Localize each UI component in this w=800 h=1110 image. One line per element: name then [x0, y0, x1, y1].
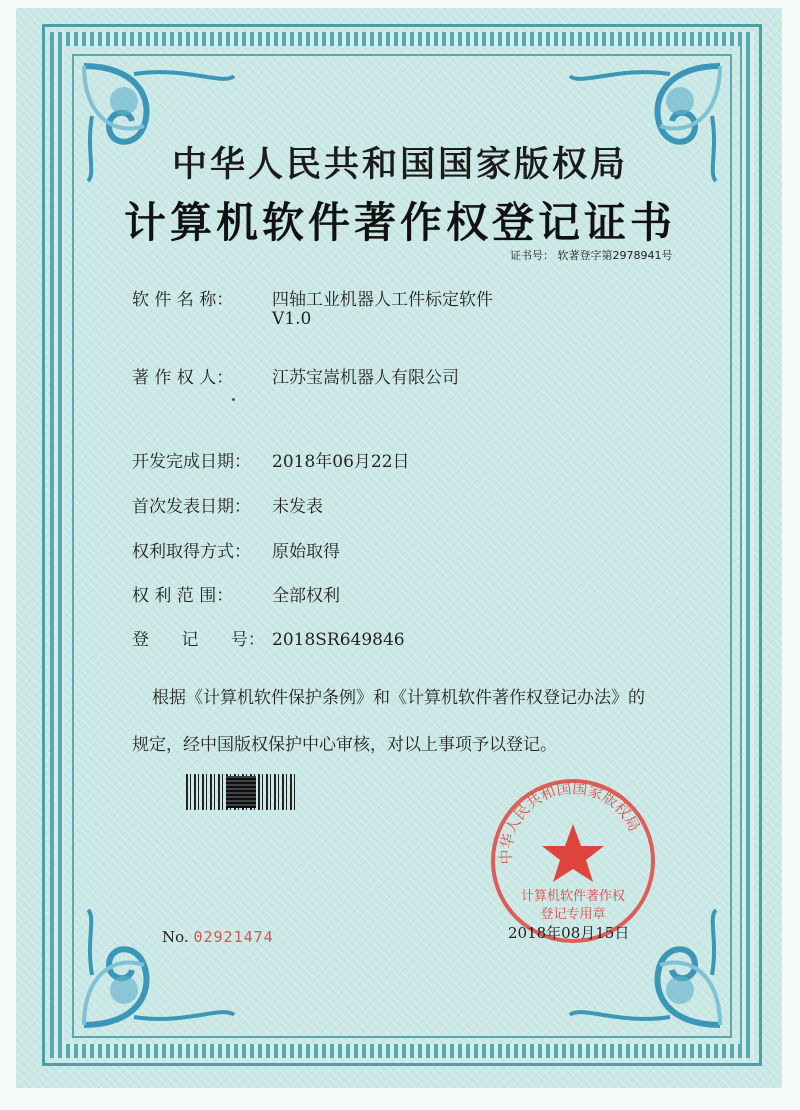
barcode [186, 774, 298, 810]
field-label: 权利取得方式： [132, 542, 251, 562]
field-registration-number [132, 625, 405, 650]
seal-inner-line-2: 登记专用章 [540, 907, 606, 922]
issue-date: 2018年08月15日 [508, 924, 630, 942]
serial-value: 02921474 [193, 928, 274, 946]
field-label: 开发完成日期： [132, 452, 251, 472]
field-value: 全部权利 [272, 586, 340, 606]
certificate-number [510, 247, 673, 263]
serial-number [162, 928, 274, 946]
certificate-title: 计算机软件著作权登记证书 [123, 198, 676, 247]
field-value: 四轴工业机器人工件标定软件 [272, 290, 493, 310]
serial-label: No. [162, 928, 189, 946]
field-value: 原始取得 [272, 542, 340, 562]
field-label: 著 作 权 人： [132, 368, 234, 388]
statement-line-1: 根据《计算机软件保护条例》和《计算机软件著作权登记办法》的 [152, 688, 645, 708]
field-version: V1.0 [272, 309, 312, 329]
field-pub-date [132, 492, 323, 517]
field-acquire-method [132, 537, 340, 562]
certificate-number-value: 软著登字第2978941号 [557, 249, 673, 262]
field-value: 2018SR649846 [272, 630, 405, 650]
field-label: 软 件 名 称： [132, 290, 234, 310]
field-value: 未发表 [272, 497, 323, 517]
field-value: 江苏宝嵩机器人有限公司 [272, 368, 459, 388]
official-seal [488, 776, 658, 946]
field-label: 登 记 号： [132, 630, 265, 650]
field-label: 权 利 范 围： [132, 586, 234, 606]
field-software-name [132, 285, 493, 329]
qr-code [226, 776, 256, 808]
certificate-number-label: 证书号： [510, 249, 554, 262]
field-copyright-owner [132, 363, 459, 388]
field-label: 首次发表日期： [132, 497, 251, 517]
field-dev-date [132, 447, 410, 472]
agency-title: 中华人民共和国国家版权局 [171, 144, 628, 185]
field-value: 2018年06月22日 [272, 452, 410, 472]
seal-ring-text: 中华人民共和国国家版权局 [496, 779, 644, 865]
statement-line-2: 规定，经中国版权保护中心审核，对以上事项予以登记。 [132, 735, 557, 755]
seal-inner-line-1: 计算机软件著作权 [520, 889, 626, 904]
corner-ornament-bottom-left [74, 905, 244, 1035]
speck [232, 398, 235, 401]
seal-star-icon [542, 824, 604, 882]
field-scope [132, 581, 340, 606]
